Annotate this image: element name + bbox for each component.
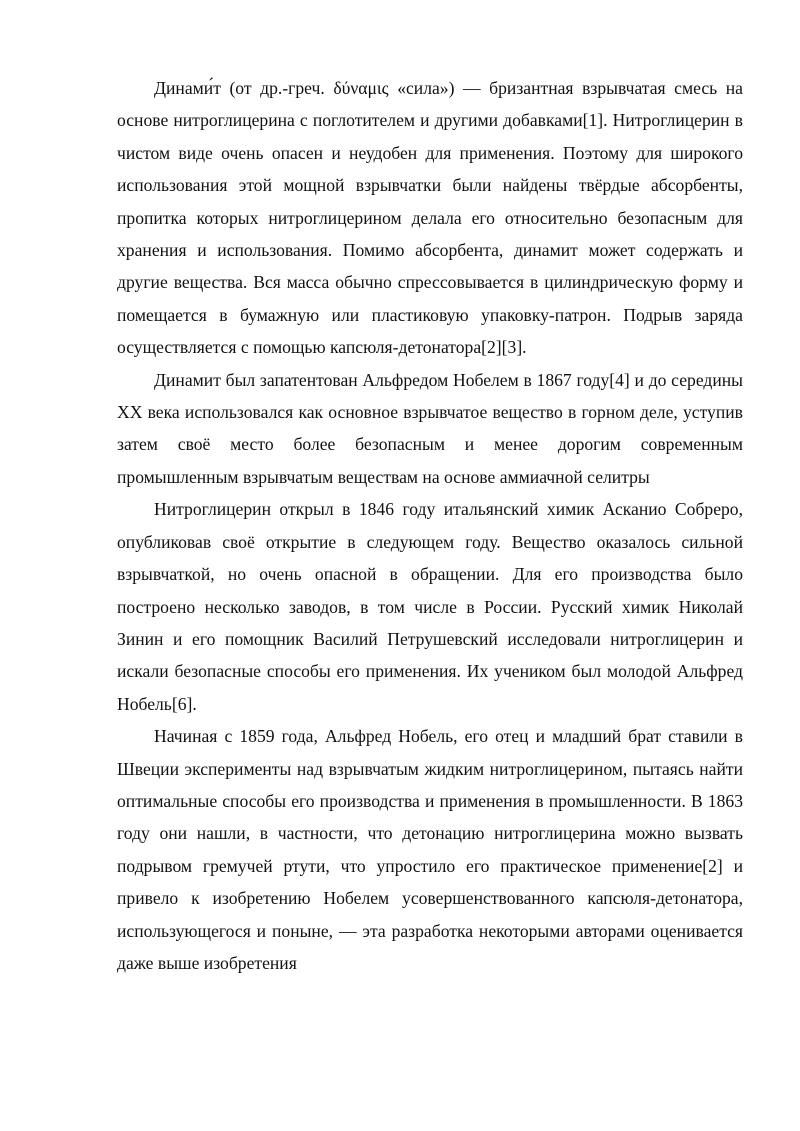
- paragraph-dynamite-definition: Динами́т (от др.-греч. δύναμις «сила») — бризантная взрывчатая смесь на основе нитроглицерина с поглотителем и другими добавками[1]. Нитроглицерин в чистом виде очень опасен и неудобен для применения. Поэтому для широкого использования этой мощной взрывчатки были найдены твёрдые абсорбенты, пропитка которых нитроглицерином делала его относительно безопасным для хранения и использования. Помимо абсорбента, динамит может содержать и другие вещества. Вся масса обычно спрессовывается в цилиндрическую форму и помещается в бумажную или пластиковую упаковку-патрон. Подрыв заряда осуществляется с помощью капсюля-детонатора[2][3].: [117, 78, 743, 358]
- paragraph-dynamite-patent: Динамит был запатентован Альфредом Нобелем в 1867 году[4] и до середины XX века использовался как основное взрывчатое вещество в горном деле, уступив затем своё место более безопасным и менее дорогим современным промышленным взрывчатым веществам на основе аммиачной селитры: [117, 369, 743, 487]
- paragraph-nitroglycerin-discovery: Нитроглицерин открыл в 1846 году итальянский химик Асканио Собреро, опубликовав своё открытие в следующем году. Вещество оказалось сильной взрывчаткой, но очень опасной в обращении. Для его производства было построено несколько заводов, в том числе в России. Русский химик Николай Зинин и его помощник Василий Петрушевский исследовали нитроглицерин и искали безопасные способы его применения. Их учеником был молодой Альфред Нобель[6].: [117, 499, 743, 714]
- paragraph-nobel-experiments: Начиная с 1859 года, Альфред Нобель, его отец и младший брат ставили в Швеции эксперименты над взрывчатым жидким нитроглицерином, пытаясь найти оптимальные способы его производства и применения в промышленности. В 1863 году они нашли, в частности, что детонацию нитроглицерина можно вызвать подрывом гремучей ртути, что упростило его практическое применение[2] и привело к изобретению Нобелем усовершенствованного капсюля-детонатора, использующегося и поныне, — эта разработка некоторыми авторами оценивается даже выше изобретения: [117, 726, 743, 973]
- document-body: [117, 72, 743, 979]
